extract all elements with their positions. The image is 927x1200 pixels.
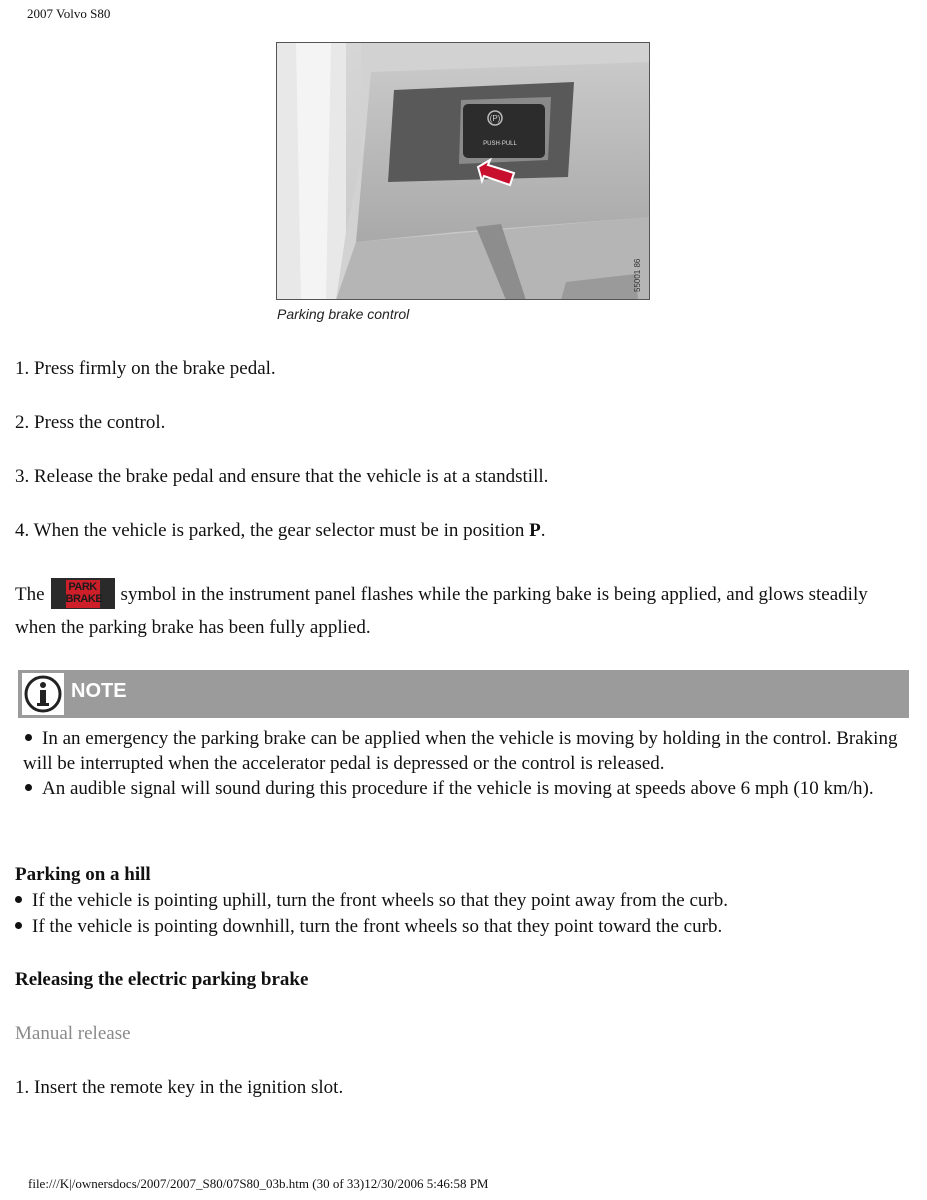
step-4 (15, 518, 545, 544)
bullet-icon (15, 922, 22, 929)
park-brake-icon-bottom: BRAKE (65, 593, 103, 606)
step-1: 1. Press firmly on the brake pedal. (15, 358, 276, 379)
hill-item-2: If the vehicle is pointing downhill, turn the front wheels so that they point toward the curb. (15, 914, 728, 940)
release-heading: Releasing the electric parking brake (15, 969, 309, 990)
page-header: 2007 Volvo S80 (27, 6, 111, 21)
park-brake-icon-top: PARK (68, 581, 97, 594)
bullet-icon (15, 896, 22, 903)
note-body (23, 726, 903, 801)
figure-code: 55001 86 (633, 258, 642, 292)
hill-item-1: If the vehicle is pointing uphill, turn the front wheels so that they point away from the curb. (15, 888, 728, 914)
step-2: 2. Press the control. (15, 412, 166, 433)
step-3: 3. Release the brake pedal and ensure that the vehicle is at a standstill. (15, 466, 549, 487)
step-4-end: . (540, 520, 546, 541)
figure-caption: Parking brake control (277, 306, 410, 322)
parking-brake-illustration (276, 42, 650, 300)
note-item-1: In an emergency the parking brake can be applied when the vehicle is moving by holding in the control. Braking will be interrupted when the accelerator pedal is depressed or the control is released. (23, 728, 898, 774)
symbol-para-after: symbol in the instrument panel flashes while the parking bake is being applied, and glows steadily when the parking brake has been fully applied. (15, 584, 868, 639)
bullet-icon (25, 734, 32, 741)
release-step-1: 1. Insert the remote key in the ignition slot. (15, 1077, 344, 1098)
gear-position: P (529, 520, 541, 541)
park-brake-icon (51, 578, 115, 609)
hill-list (15, 888, 728, 940)
button-label: PUSH·PULL (483, 141, 517, 147)
note-item-2: An audible signal will sound during this procedure if the vehicle is moving at speeds above 6 mph (10 km/h). (23, 776, 903, 801)
symbol-para-before: The (15, 584, 45, 605)
info-icon (22, 673, 64, 715)
symbol-paragraph (15, 578, 910, 644)
button-symbol: (P) (489, 114, 501, 123)
page-footer: file:///K|/ownersdocs/2007/2007_S80/07S80_03b.htm (30 of 33)12/30/2006 5:46:58 PM (28, 1176, 489, 1191)
step-4-text: 4. When the vehicle is parked, the gear selector must be in position (15, 520, 530, 541)
hill-heading: Parking on a hill (15, 864, 151, 885)
manual-release-subheading: Manual release (15, 1023, 131, 1044)
parking-brake-figure (276, 42, 650, 300)
bullet-icon (25, 784, 32, 791)
note-title: NOTE (71, 680, 127, 702)
note-header (18, 670, 909, 718)
